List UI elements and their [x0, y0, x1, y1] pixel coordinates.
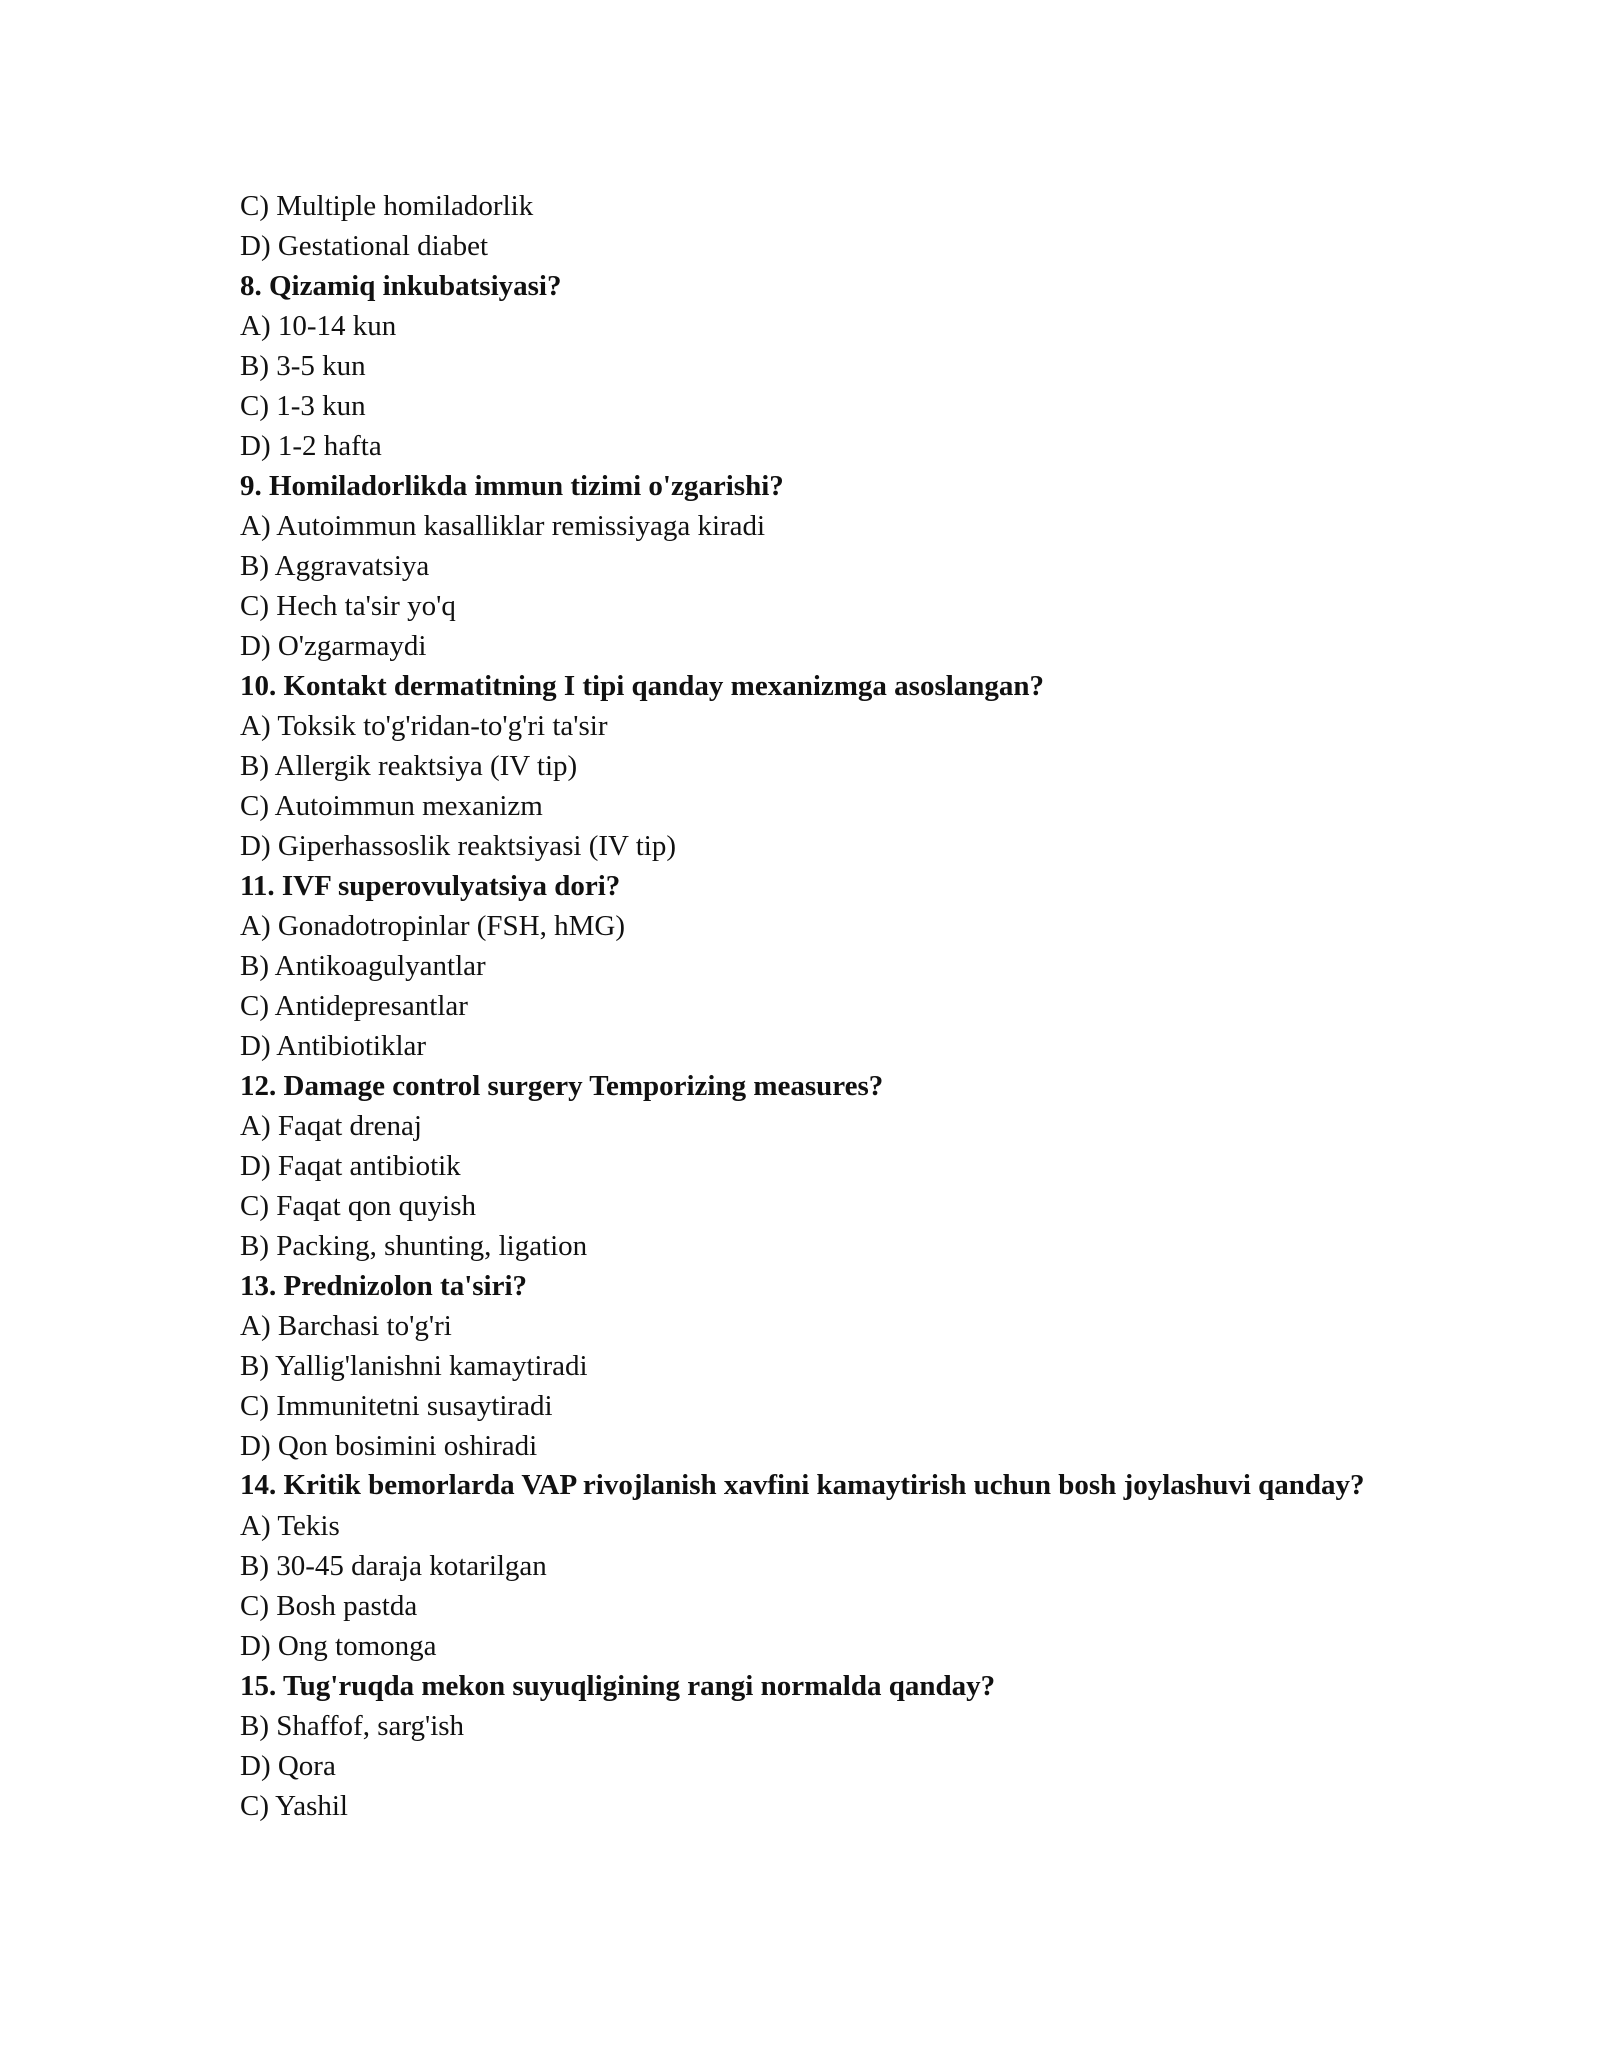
option-line: D) Qon bosimini oshiradi [240, 1430, 538, 1462]
option-line: A) Faqat drenaj [240, 1110, 422, 1142]
option-line: B) Aggravatsiya [240, 550, 430, 582]
question-12: 12. Damage control surgery Temporizing measures? [240, 1070, 884, 1102]
option-line: D) 1-2 hafta [240, 430, 382, 462]
question-14: 14. Kritik bemorlarda VAP rivojlanish xavfini kamaytirish uchun bosh joylashuvi qanday? [240, 1469, 1365, 1501]
option-line: B) 3-5 kun [240, 350, 366, 382]
option-line: B) Antikoagulyantlar [240, 950, 486, 982]
option-line: A) Barchasi to'g'ri [240, 1310, 452, 1342]
option-line: C) 1-3 kun [240, 390, 366, 422]
option-line: A) 10-14 kun [240, 310, 397, 342]
option-line: D) Gestational diabet [240, 230, 489, 262]
option-line: B) 30-45 daraja kotarilgan [240, 1549, 547, 1582]
option-line: A) Toksik to'g'ridan-to'g'ri ta'sir [240, 710, 608, 742]
option-line: C) Faqat qon quyish [240, 1190, 477, 1222]
option-line: D) Giperhassoslik reaktsiyasi (IV tip) [240, 830, 676, 862]
option-line: C) Bosh pastda [240, 1589, 418, 1622]
option-line: D) Qora [240, 1749, 336, 1782]
option-line: B) Yallig'lanishni kamaytiradi [240, 1350, 588, 1382]
option-line: A) Gonadotropinlar (FSH, hMG) [240, 910, 626, 942]
option-line: C) Yashil [240, 1789, 348, 1822]
document-page [240, 186, 1370, 1826]
option-line: D) Antibiotiklar [240, 1030, 427, 1062]
question-13: 13. Prednizolon ta'siri? [240, 1270, 528, 1302]
question-11: 11. IVF superovulyatsiya dori? [240, 870, 621, 902]
question-10: 10. Kontakt dermatitning I tipi qanday mexanizmga asoslangan? [240, 670, 1045, 702]
question-9: 9. Homiladorlikda immun tizimi o'zgarishi? [240, 470, 784, 502]
option-line: C) Antidepresantlar [240, 990, 468, 1022]
option-line: D) Ong tomonga [240, 1629, 437, 1662]
option-line: D) Faqat antibiotik [240, 1150, 461, 1182]
option-line: C) Multiple homiladorlik [240, 190, 534, 222]
question-8: 8. Qizamiq inkubatsiyasi? [240, 270, 562, 302]
option-line: B) Allergik reaktsiya (IV tip) [240, 750, 578, 782]
option-line: C) Hech ta'sir yo'q [240, 590, 456, 622]
option-line: B) Packing, shunting, ligation [240, 1230, 588, 1262]
option-line: A) Autoimmun kasalliklar remissiyaga kiradi [240, 510, 766, 542]
option-line: C) Immunitetni susaytiradi [240, 1390, 553, 1422]
question-15: 15. Tug'ruqda mekon suyuqligining rangi normalda qanday? [240, 1669, 996, 1702]
option-line: A) Tekis [240, 1509, 340, 1542]
option-line: D) O'zgarmaydi [240, 630, 427, 662]
option-line: B) Shaffof, sarg'ish [240, 1709, 465, 1742]
option-line: C) Autoimmun mexanizm [240, 790, 543, 822]
